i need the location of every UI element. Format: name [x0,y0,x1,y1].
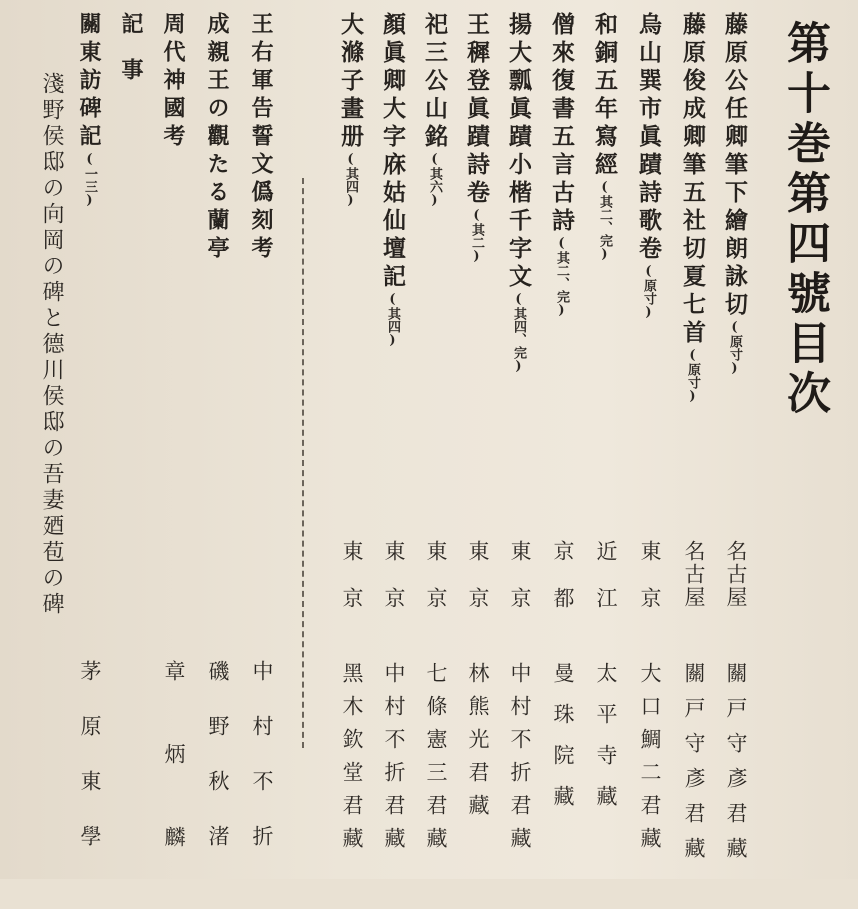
entry-title: 王穉登眞蹟詩卷 [463,12,490,208]
toc-title: 第十巻第四號目次 [779,20,830,420]
entry-title: 僧來復書五言古詩 [548,12,575,236]
owner-city: 東京 [508,540,532,634]
entry-note: (原寸) [685,348,700,404]
owner-city: 近江 [594,540,618,634]
article-subtitle: 淺野侯邸の向岡の碑と德川侯邸の吾妻廼苞の碑 [39,72,64,618]
column-divider [302,178,304,748]
owner-city: 京都 [551,540,575,634]
owner-city: 名古屋 [724,540,748,609]
owner-name: 中村不折君藏 [508,662,532,860]
toc-entry [70,12,100,208]
article-title: 關東訪碑記 [76,12,102,152]
article-title: 周代神國考 [160,12,186,152]
entry-note: (其六) [427,152,442,208]
owner-name: 黑木欽堂君藏 [340,662,364,860]
owner-name: 七條憲三君藏 [424,662,448,860]
toc-entry [674,12,704,404]
entry-title: 藤原公任卿筆下繪朗詠切 [721,12,748,320]
toc-entry [332,12,362,208]
owner-city: 東京 [340,540,364,634]
owner-name: 關戸守彥君藏 [682,662,706,872]
owner-name: 林熊光君藏 [466,662,490,827]
owner-name: 大口鯛二君藏 [638,662,662,860]
entry-note: (一三) [82,152,97,208]
entry-note: (其四、完) [511,292,526,374]
owner-name: 太平寺藏 [594,662,618,826]
article-author: 中村不折 [250,660,274,880]
article-author: 茅原東學 [78,660,102,880]
entry-note: (其二、完) [554,236,569,318]
toc-entry [374,12,404,348]
owner-city: 東京 [466,540,490,634]
article-title: 王右軍告誓文僞刻考 [248,12,274,264]
article-title: 成親王の觀たる蘭亭 [204,12,230,264]
toc-entry [416,12,446,208]
entry-note: (其四) [343,152,358,208]
toc-entry [500,12,530,374]
toc-entry [630,12,660,320]
entry-note: (其二、完) [597,180,612,262]
toc-entry [458,12,488,264]
owner-city: 東京 [382,540,406,634]
entry-title: 大滌子畫册 [337,12,364,152]
entry-title: 烏山巽市眞蹟詩歌卷 [635,12,662,264]
entry-title: 顏眞卿大字庥姑仙壇記 [379,12,406,292]
owner-city: 東京 [638,540,662,634]
entry-title: 和銅五年寫經 [591,12,618,180]
owner-name: 曼珠院藏 [551,662,575,826]
entry-note: (其四) [385,292,400,348]
entry-title: 祀三公山銘 [421,12,448,152]
article-title: 記事 [118,12,144,104]
owner-city: 東京 [424,540,448,634]
entry-note: (其二) [469,208,484,264]
toc-entry [716,12,746,376]
owner-name: 關戸守彥君藏 [724,662,748,872]
article-author: 章炳麟 [162,660,186,909]
toc-entry [543,12,573,318]
entry-note: (原寸) [727,320,742,376]
entry-title: 藤原俊成卿筆五社切夏七首 [679,12,706,348]
owner-city: 名古屋 [682,540,706,609]
entry-title: 揚大瓢眞蹟小楷千字文 [505,12,532,292]
article-author: 磯野秋渚 [206,660,230,880]
entry-note: (原寸) [641,264,656,320]
toc-entry [586,12,616,262]
owner-name: 中村不折君藏 [382,662,406,860]
